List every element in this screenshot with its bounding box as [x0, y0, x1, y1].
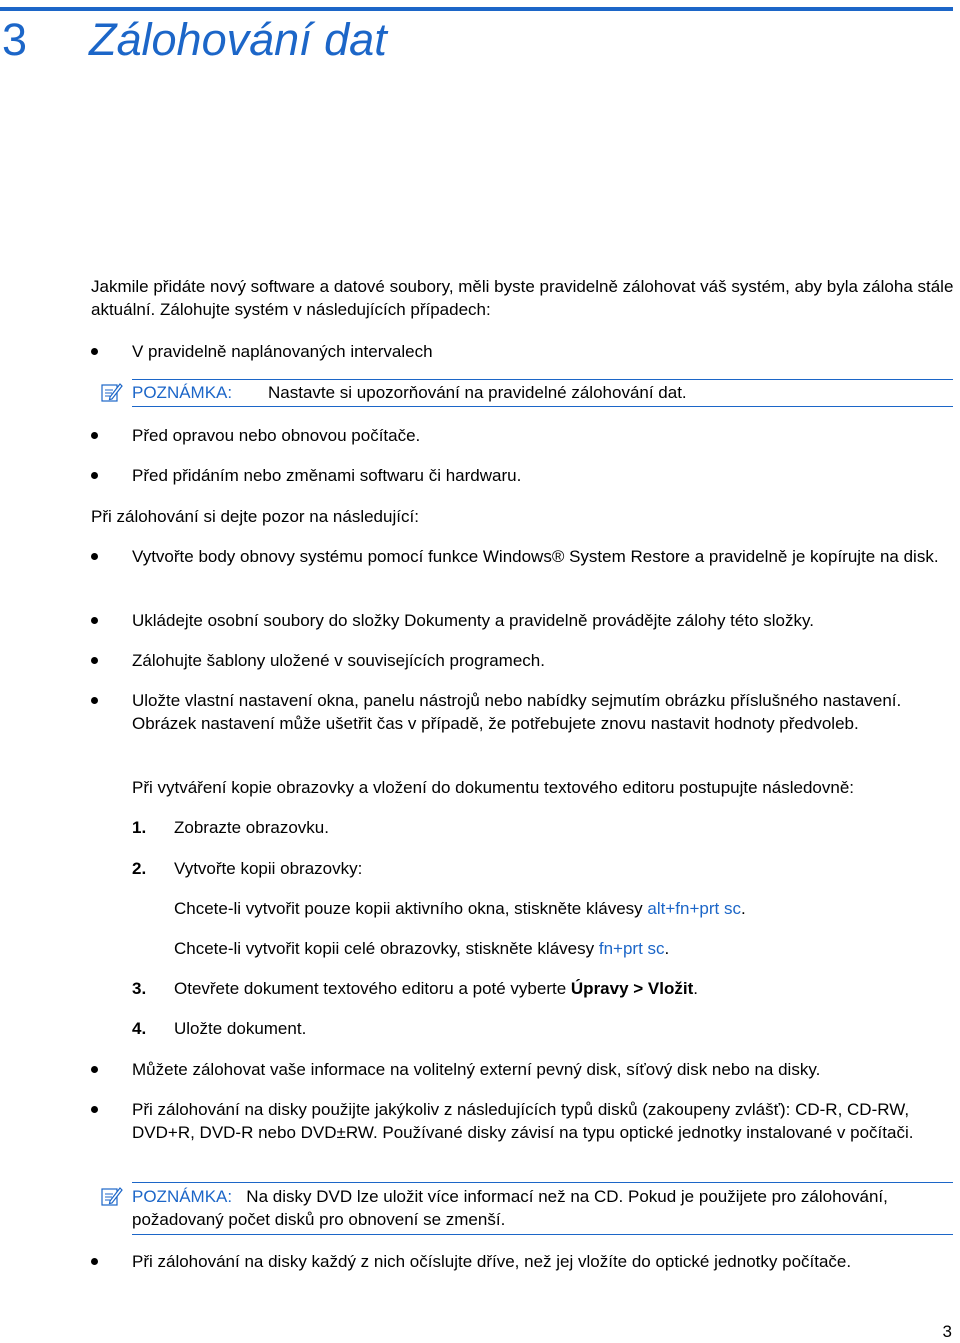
sub-step-end: . — [740, 899, 746, 918]
chapter-top-rule — [0, 7, 953, 11]
sub-step-end: . — [664, 939, 670, 958]
note-pencil-icon — [101, 382, 123, 402]
tip-item: Vytvořte body obnovy systému pomocí funkce Windows® System Restore a pravidelně je kopírujte na disk. — [132, 547, 939, 566]
bullet-icon — [91, 1066, 98, 1073]
step-number: 1. — [132, 818, 147, 837]
menu-path: Úpravy > Vložit — [570, 979, 694, 998]
chapter-number: 3 — [2, 14, 28, 65]
tip-item: Při zálohování na disky každý z nich očíslujte dříve, než jej vložíte do optické jednotky počítače. — [132, 1252, 852, 1271]
bullet-icon — [91, 1258, 98, 1265]
tip-item: Můžete zálohovat vaše informace na volitelný externí pevný disk, síťový disk nebo na disky. — [132, 1060, 821, 1079]
step-text: Uložte dokument. — [174, 1019, 307, 1038]
step-number: 3. — [132, 979, 147, 998]
tip-item: Při zálohování na disky použijte jakýkoliv z následujících typů disků (zakoupeny zvlášť): CD-R, CD-RW, DVD+R, DVD-R nebo DVD±RW. Používané disky závisí na typu optické jednotky instalované v počítači. — [132, 1100, 914, 1142]
intro-paragraph: Jakmile přidáte nový software a datové soubory, měli byste pravidelně zálohovat váš systém, aby byla záloha stále aktuální. Zálohujte systém v následujících případech: — [91, 277, 954, 319]
note-bottom-rule — [132, 1234, 953, 1235]
note-pencil-icon — [101, 1186, 123, 1206]
note-text: Nastavte si upozorňování na pravidelné zálohování dat. — [268, 383, 687, 402]
bullet-icon — [91, 617, 98, 624]
step-text — [174, 977, 698, 1000]
bullet-icon — [91, 697, 98, 704]
page-number: 3 — [942, 1322, 952, 1341]
bullet-icon — [91, 348, 98, 355]
step-number: 4. — [132, 1019, 147, 1038]
step-text: Vytvořte kopii obrazovky: — [174, 859, 363, 878]
note-bottom-rule — [132, 406, 953, 407]
key-combo: alt+fn+prt sc — [647, 899, 741, 918]
sub-step-text: Chcete-li vytvořit pouze kopii aktivního okna, stiskněte klávesy — [174, 899, 648, 918]
case-item: Před opravou nebo obnovou počítače. — [132, 426, 421, 445]
note-label: POZNÁMKA: — [132, 383, 233, 402]
note-label: POZNÁMKA: — [132, 1187, 233, 1206]
tips-heading: Při zálohování si dejte pozor na následující: — [91, 507, 419, 526]
bullet-icon — [91, 553, 98, 560]
screenshot-intro: Při vytváření kopie obrazovky a vložení do dokumentu textového editoru postupujte následovně: — [132, 778, 854, 797]
note-top-rule — [132, 1182, 953, 1183]
step-number: 2. — [132, 859, 147, 878]
bullet-icon — [91, 432, 98, 439]
bullet-icon — [91, 472, 98, 479]
step-text-pre: Otevřete dokument textového editoru a poté vyberte — [174, 979, 571, 998]
note-text: Na disky DVD lze uložit více informací než na CD. Pokud je použijete pro zálohování, požadovaný počet disků pro obnovení se zmenší. — [132, 1187, 888, 1229]
tip-item: Ukládejte osobní soubory do složky Dokumenty a pravidelně provádějte zálohy této složky. — [132, 611, 814, 630]
note-top-rule — [132, 379, 953, 380]
key-combo: fn+prt sc — [598, 939, 665, 958]
tip-item: Uložte vlastní nastavení okna, panelu nástrojů nebo nabídky sejmutím obrázku příslušného nastavení. Obrázek nastavení může ušetřit čas v případě, že potřebujete znovu nastavit hodnoty předvoleb. — [132, 691, 902, 733]
chapter-title: Zálohování dat — [89, 14, 387, 65]
step-text: Zobrazte obrazovku. — [174, 818, 329, 837]
tip-item: Zálohujte šablony uložené v souvisejících programech. — [132, 651, 545, 670]
sub-step — [174, 937, 669, 960]
note-body — [132, 1185, 932, 1231]
bullet-icon — [91, 657, 98, 664]
case-item: Před přidáním nebo změnami softwaru či hardwaru. — [132, 466, 522, 485]
step-text-post: . — [693, 979, 698, 998]
sub-step — [174, 897, 746, 920]
bullet-icon — [91, 1106, 98, 1113]
sub-step-text: Chcete-li vytvořit kopii celé obrazovky, stiskněte klávesy — [174, 939, 599, 958]
case-item: V pravidelně naplánovaných intervalech — [132, 342, 433, 361]
